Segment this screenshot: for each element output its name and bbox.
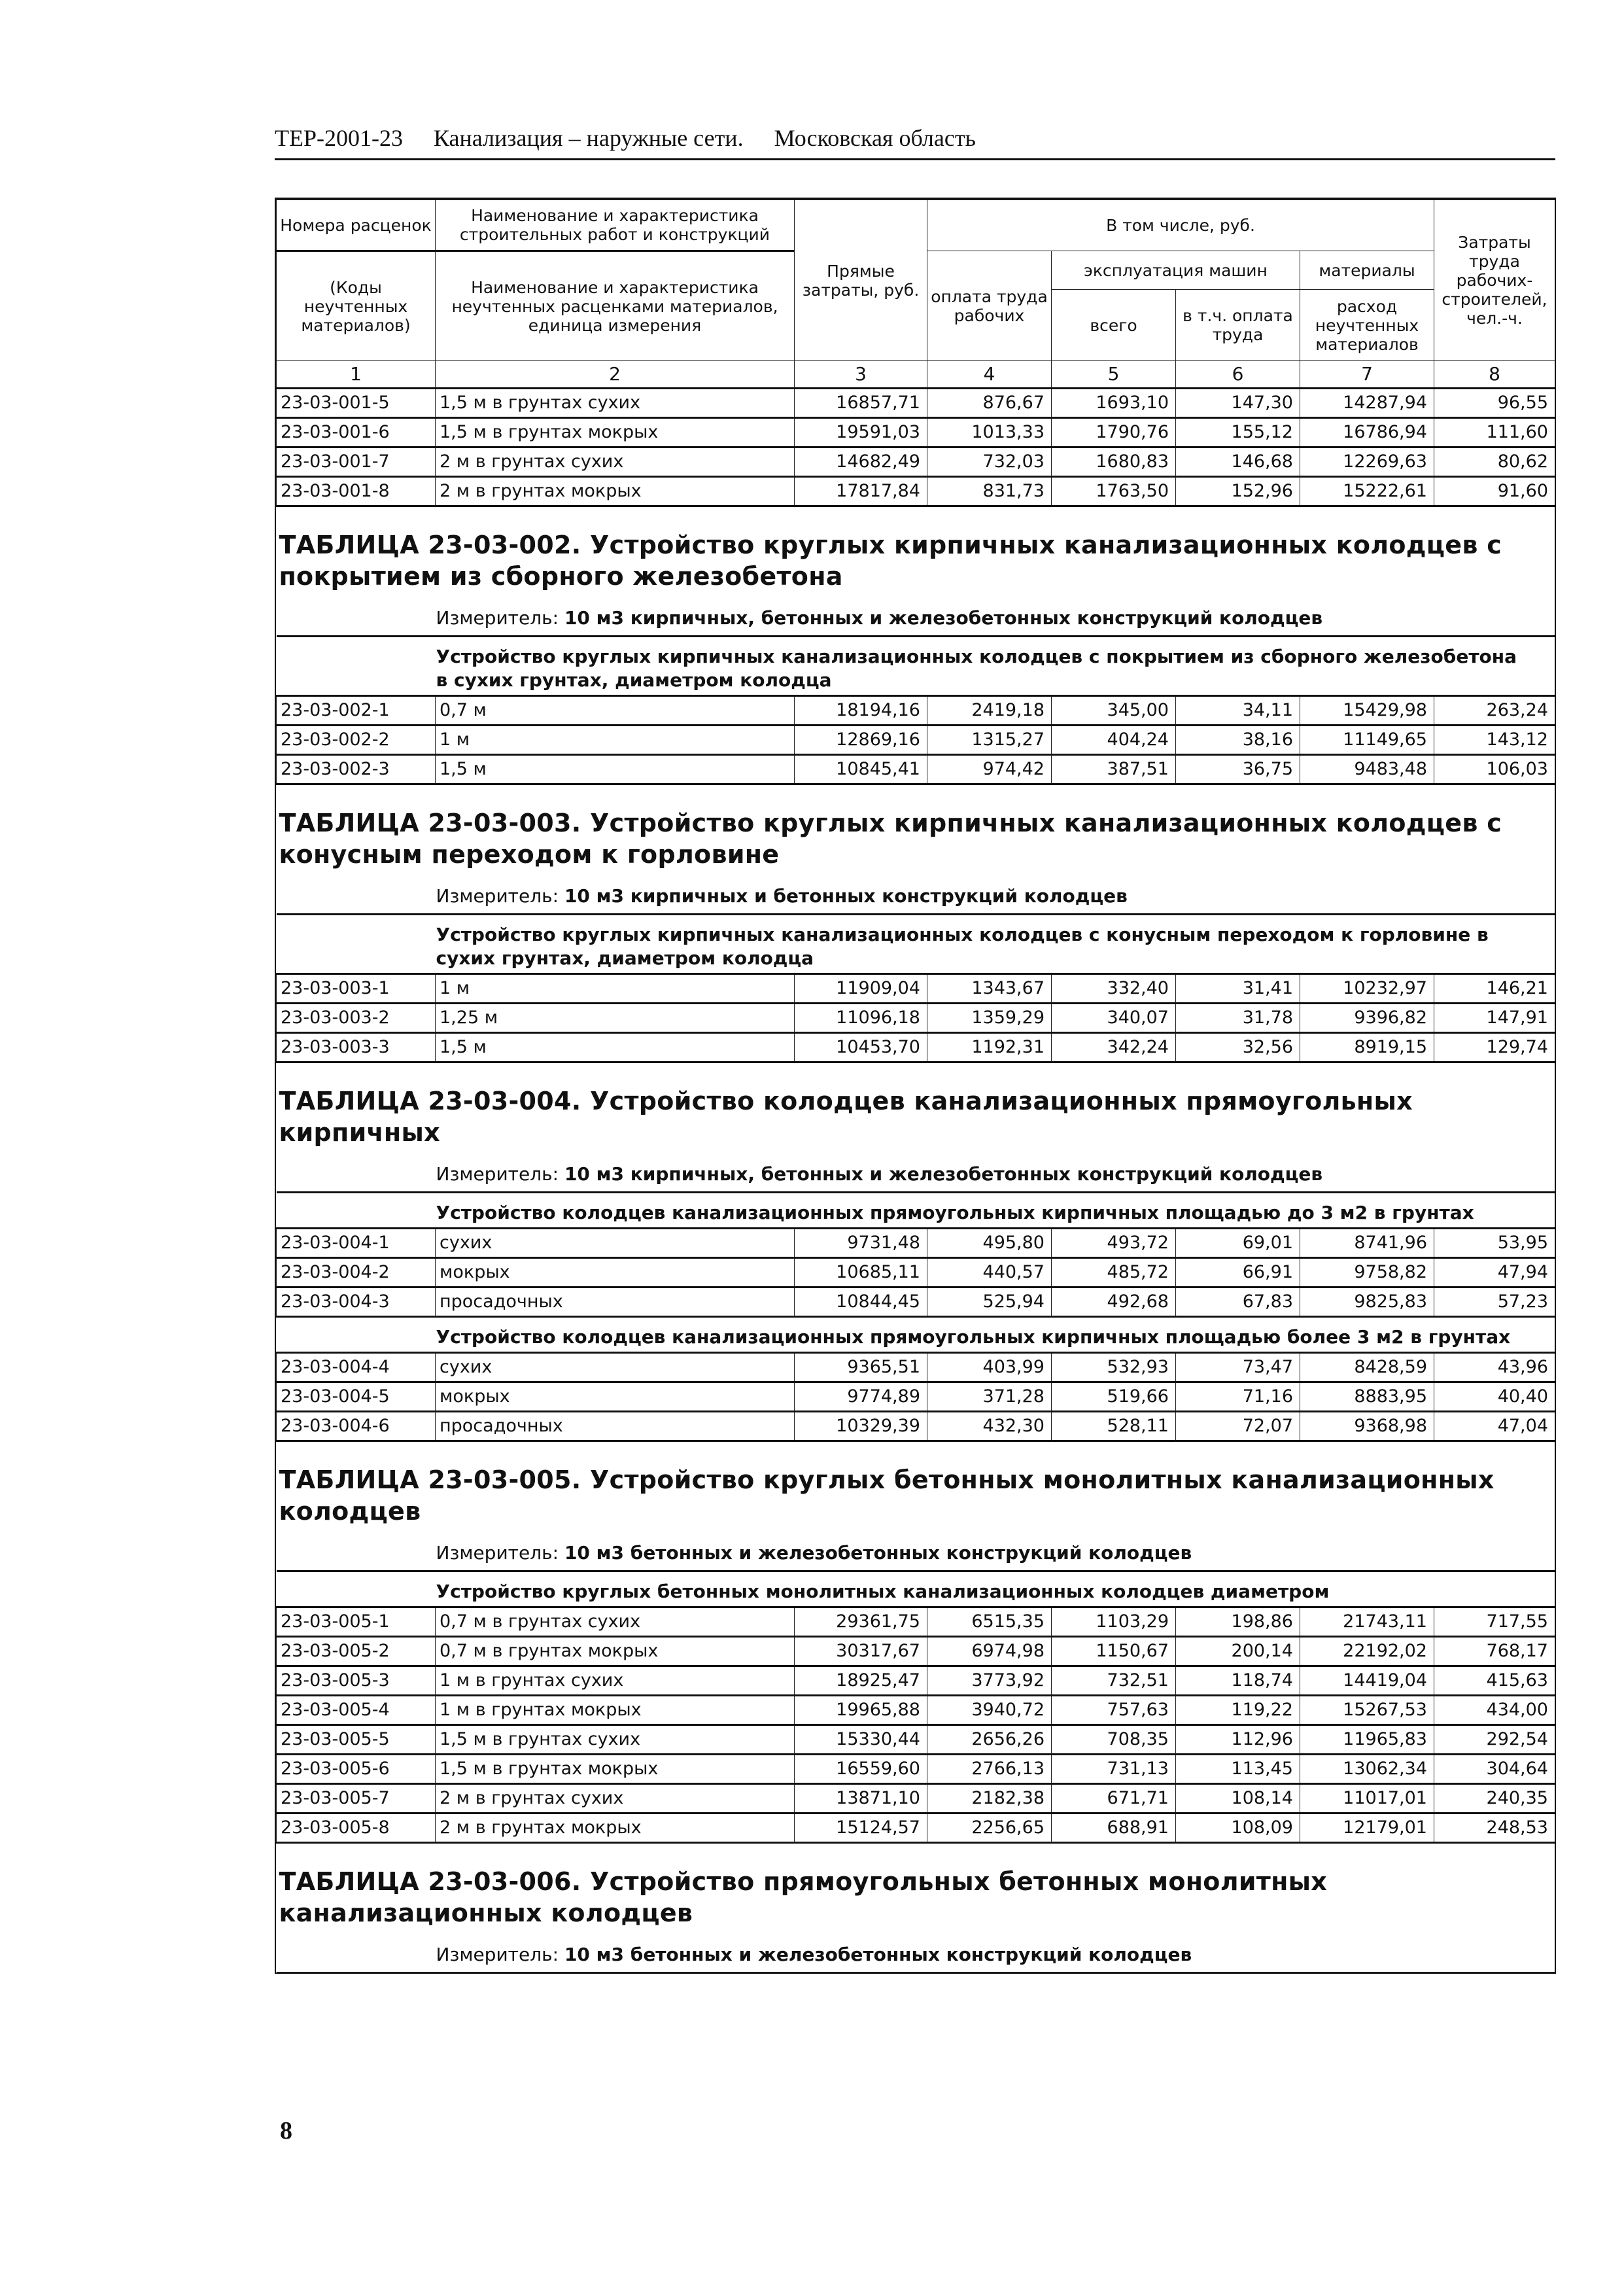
table-row	[277, 1288, 1555, 1317]
group-title-row	[277, 637, 1555, 696]
labor-hours: 57,23	[1434, 1288, 1555, 1317]
machines-labor-pay: 67,83	[1176, 1288, 1300, 1317]
header-col7: расход неучтенных материалов	[1300, 290, 1434, 361]
direct-cost: 10844,45	[795, 1288, 927, 1317]
table-row	[277, 974, 1555, 1004]
rate-code: 23-03-001-8	[277, 477, 436, 506]
meter-value: 10 м3 кирпичных и бетонных конструкций колодцев	[564, 885, 1128, 907]
rate-code: 23-03-005-6	[277, 1755, 436, 1784]
labor-hours: 91,60	[1434, 477, 1555, 506]
direct-cost: 16559,60	[795, 1755, 927, 1784]
machines-total: 708,35	[1052, 1725, 1176, 1755]
machines-labor-pay: 73,47	[1176, 1353, 1300, 1382]
labor-hours: 47,94	[1434, 1258, 1555, 1288]
labor-pay: 2419,18	[927, 696, 1052, 726]
machines-total: 492,68	[1052, 1288, 1176, 1317]
table-body	[277, 389, 1555, 1972]
rate-code: 23-03-005-8	[277, 1813, 436, 1843]
table-row	[277, 418, 1555, 447]
machines-total: 493,72	[1052, 1229, 1176, 1258]
machines-total: 1680,83	[1052, 447, 1176, 477]
direct-cost: 19591,03	[795, 418, 927, 447]
rate-description: 1,25 м	[436, 1004, 795, 1033]
header-machines: эксплуатация машин	[1052, 251, 1300, 290]
direct-cost: 13871,10	[795, 1784, 927, 1813]
header-materials: материалы	[1300, 251, 1434, 290]
direct-cost: 9731,48	[795, 1229, 927, 1258]
page-number: 8	[280, 2117, 292, 2145]
table-meter	[277, 1527, 1555, 1570]
machines-total: 688,91	[1052, 1813, 1176, 1843]
table-row	[277, 1696, 1555, 1725]
rate-description: 2 м в грунтах сухих	[436, 1784, 795, 1813]
rate-description: 2 м в грунтах мокрых	[436, 477, 795, 506]
labor-pay: 732,03	[927, 447, 1052, 477]
machines-labor-pay: 66,91	[1176, 1258, 1300, 1288]
rate-description: 0,7 м в грунтах сухих	[436, 1607, 795, 1637]
direct-cost: 12869,16	[795, 726, 927, 755]
machines-labor-pay: 38,16	[1176, 726, 1300, 755]
machines-labor-pay: 198,86	[1176, 1607, 1300, 1637]
machines-labor-pay: 146,68	[1176, 447, 1300, 477]
materials-cost: 11965,83	[1300, 1725, 1434, 1755]
header-including: В том числе, руб.	[927, 200, 1434, 251]
labor-pay: 2182,38	[927, 1784, 1052, 1813]
page-header	[275, 124, 1555, 160]
table-row	[277, 1353, 1555, 1382]
materials-cost: 8428,59	[1300, 1353, 1434, 1382]
labor-hours: 304,64	[1434, 1755, 1555, 1784]
header-col4: оплата труда рабочих	[927, 251, 1052, 361]
materials-cost: 12269,63	[1300, 447, 1434, 477]
rate-description: просадочных	[436, 1412, 795, 1441]
materials-cost: 9758,82	[1300, 1258, 1434, 1288]
machines-labor-pay: 112,96	[1176, 1725, 1300, 1755]
direct-cost: 9365,51	[795, 1353, 927, 1382]
materials-cost: 11149,65	[1300, 726, 1434, 755]
table-meter	[277, 1148, 1555, 1191]
header-col6: в т.ч. оплата труда	[1176, 290, 1300, 361]
rate-code: 23-03-001-7	[277, 447, 436, 477]
group-title: Устройство круглых кирпичных канализационных колодцев с покрытием из сборного железобетона в сухих грунтах, диаметром колодца	[277, 637, 1555, 696]
document-title: Канализация – наружные сети.	[433, 125, 744, 151]
labor-hours: 717,55	[1434, 1607, 1555, 1637]
direct-cost: 14682,49	[795, 447, 927, 477]
rate-code: 23-03-002-2	[277, 726, 436, 755]
rate-code: 23-03-004-4	[277, 1353, 436, 1382]
labor-hours: 43,96	[1434, 1353, 1555, 1382]
meter-label: Измеритель:	[436, 885, 559, 907]
labor-hours: 248,53	[1434, 1813, 1555, 1843]
labor-pay: 831,73	[927, 477, 1052, 506]
labor-hours: 40,40	[1434, 1382, 1555, 1412]
machines-total: 1763,50	[1052, 477, 1176, 506]
table-row	[277, 1258, 1555, 1288]
rate-description: 1,5 м в грунтах сухих	[436, 1725, 795, 1755]
direct-cost: 18194,16	[795, 696, 927, 726]
rate-description: 1,5 м	[436, 755, 795, 784]
table-row	[277, 1813, 1555, 1843]
labor-pay: 2256,65	[927, 1813, 1052, 1843]
table-header	[277, 200, 1555, 389]
table-section-header	[277, 506, 1555, 637]
labor-hours: 53,95	[1434, 1229, 1555, 1258]
rate-description: 1,5 м в грунтах сухих	[436, 389, 795, 418]
meter-label: Измеритель:	[436, 1944, 559, 1965]
machines-total: 671,71	[1052, 1784, 1176, 1813]
rate-description: 1 м	[436, 974, 795, 1004]
materials-cost: 15222,61	[1300, 477, 1434, 506]
labor-pay: 6974,98	[927, 1637, 1052, 1666]
machines-total: 332,40	[1052, 974, 1176, 1004]
meter-value: 10 м3 бетонных и железобетонных конструкций колодцев	[564, 1944, 1192, 1965]
materials-cost: 12179,01	[1300, 1813, 1434, 1843]
rate-description: 1 м	[436, 726, 795, 755]
direct-cost: 17817,84	[795, 477, 927, 506]
table-title: ТАБЛИЦА 23-03-003. Устройство круглых кирпичных канализационных колодцев с конусным переходом к горловине	[279, 809, 1502, 869]
direct-cost: 10329,39	[795, 1412, 927, 1441]
materials-cost: 14419,04	[1300, 1666, 1434, 1696]
table-meter	[277, 592, 1555, 635]
header-col3: Прямые затраты, руб.	[795, 200, 927, 361]
machines-labor-pay: 155,12	[1176, 418, 1300, 447]
table-title: ТАБЛИЦА 23-03-002. Устройство круглых кирпичных канализационных колодцев с покрытием из сборного железобетона	[279, 531, 1502, 591]
rate-code: 23-03-005-3	[277, 1666, 436, 1696]
table-row	[277, 1755, 1555, 1784]
direct-cost: 16857,71	[795, 389, 927, 418]
machines-total: 732,51	[1052, 1666, 1176, 1696]
rate-code: 23-03-004-2	[277, 1258, 436, 1288]
direct-cost: 9774,89	[795, 1382, 927, 1412]
direct-cost: 19965,88	[795, 1696, 927, 1725]
document-code: ТЕР-2001-23	[275, 125, 403, 151]
group-title: Устройство колодцев канализационных прямоугольных кирпичных площадью более 3 м2 в грунтах	[277, 1317, 1555, 1353]
labor-pay: 2656,26	[927, 1725, 1052, 1755]
rate-code: 23-03-001-6	[277, 418, 436, 447]
table-row	[277, 1229, 1555, 1258]
materials-cost: 13062,34	[1300, 1755, 1434, 1784]
labor-hours: 96,55	[1434, 389, 1555, 418]
group-title: Устройство круглых бетонных монолитных канализационных колодцев диаметром	[277, 1571, 1555, 1607]
meter-value: 10 м3 бетонных и железобетонных конструкций колодцев	[564, 1542, 1192, 1564]
labor-hours: 106,03	[1434, 755, 1555, 784]
labor-pay: 440,57	[927, 1258, 1052, 1288]
labor-pay: 1315,27	[927, 726, 1052, 755]
machines-labor-pay: 32,56	[1176, 1033, 1300, 1062]
price-table	[276, 200, 1555, 1972]
machines-labor-pay: 119,22	[1176, 1696, 1300, 1725]
labor-hours: 240,35	[1434, 1784, 1555, 1813]
column-number: 5	[1052, 361, 1176, 389]
direct-cost: 10845,41	[795, 755, 927, 784]
labor-pay: 974,42	[927, 755, 1052, 784]
table-row	[277, 1607, 1555, 1637]
column-number: 7	[1300, 361, 1434, 389]
direct-cost: 18925,47	[795, 1666, 927, 1696]
table-section-header	[277, 1843, 1555, 1972]
table-row	[277, 477, 1555, 506]
labor-hours: 768,17	[1434, 1637, 1555, 1666]
table-meter	[277, 1929, 1555, 1972]
group-title-row	[277, 1317, 1555, 1353]
machines-labor-pay: 108,14	[1176, 1784, 1300, 1813]
machines-total: 532,93	[1052, 1353, 1176, 1382]
materials-cost: 10232,97	[1300, 974, 1434, 1004]
labor-hours: 143,12	[1434, 726, 1555, 755]
group-title-row	[277, 915, 1555, 974]
materials-cost: 9396,82	[1300, 1004, 1434, 1033]
labor-pay: 403,99	[927, 1353, 1052, 1382]
machines-total: 757,63	[1052, 1696, 1176, 1725]
machines-total: 404,24	[1052, 726, 1176, 755]
rate-code: 23-03-005-4	[277, 1696, 436, 1725]
materials-cost: 21743,11	[1300, 1607, 1434, 1637]
rate-description: 0,7 м в грунтах мокрых	[436, 1637, 795, 1666]
table-row	[277, 1637, 1555, 1666]
direct-cost: 29361,75	[795, 1607, 927, 1637]
column-number: 3	[795, 361, 927, 389]
header-col1-bottom: (Коды неучтенных материалов)	[277, 251, 436, 361]
rate-code: 23-03-003-2	[277, 1004, 436, 1033]
column-numbers-row	[277, 361, 1555, 389]
direct-cost: 10453,70	[795, 1033, 927, 1062]
table-row	[277, 726, 1555, 755]
machines-labor-pay: 31,41	[1176, 974, 1300, 1004]
materials-cost: 8919,15	[1300, 1033, 1434, 1062]
group-title: Устройство круглых кирпичных канализационных колодцев с конусным переходом к горловине в сухих грунтах, диаметром колодца	[277, 915, 1555, 974]
direct-cost: 10685,11	[795, 1258, 927, 1288]
rate-description: мокрых	[436, 1382, 795, 1412]
materials-cost: 15429,98	[1300, 696, 1434, 726]
group-title: Устройство колодцев канализационных прямоугольных кирпичных площадью до 3 м2 в грунтах	[277, 1193, 1555, 1229]
machines-labor-pay: 200,14	[1176, 1637, 1300, 1666]
labor-hours: 111,60	[1434, 418, 1555, 447]
direct-cost: 11909,04	[795, 974, 927, 1004]
rate-code: 23-03-004-3	[277, 1288, 436, 1317]
materials-cost: 22192,02	[1300, 1637, 1434, 1666]
meter-value: 10 м3 кирпичных, бетонных и железобетонных конструкций колодцев	[564, 607, 1323, 629]
table-row	[277, 1412, 1555, 1441]
rate-code: 23-03-005-2	[277, 1637, 436, 1666]
price-table-sheet	[275, 198, 1556, 1974]
labor-hours: 147,91	[1434, 1004, 1555, 1033]
table-title: ТАБЛИЦА 23-03-004. Устройство колодцев канализационных прямоугольных кирпичных	[279, 1087, 1413, 1147]
column-number: 2	[436, 361, 795, 389]
rate-code: 23-03-003-1	[277, 974, 436, 1004]
group-title-row	[277, 1193, 1555, 1229]
machines-total: 1103,29	[1052, 1607, 1176, 1637]
header-col2-top: Наименование и характеристика строительных работ и конструкций	[436, 200, 795, 251]
table-section-header	[277, 1441, 1555, 1571]
machines-total: 731,13	[1052, 1755, 1176, 1784]
labor-pay: 1359,29	[927, 1004, 1052, 1033]
rate-code: 23-03-004-1	[277, 1229, 436, 1258]
labor-pay: 525,94	[927, 1288, 1052, 1317]
labor-hours: 129,74	[1434, 1033, 1555, 1062]
rate-code: 23-03-003-3	[277, 1033, 436, 1062]
labor-pay: 1192,31	[927, 1033, 1052, 1062]
labor-pay: 3940,72	[927, 1696, 1052, 1725]
machines-labor-pay: 147,30	[1176, 389, 1300, 418]
direct-cost: 15330,44	[795, 1725, 927, 1755]
rate-description: 2 м в грунтах сухих	[436, 447, 795, 477]
machines-labor-pay: 113,45	[1176, 1755, 1300, 1784]
rate-code: 23-03-004-5	[277, 1382, 436, 1412]
labor-hours: 80,62	[1434, 447, 1555, 477]
labor-pay: 3773,92	[927, 1666, 1052, 1696]
rate-description: сухих	[436, 1229, 795, 1258]
labor-pay: 1343,67	[927, 974, 1052, 1004]
table-row	[277, 1784, 1555, 1813]
table-section-header	[277, 784, 1555, 915]
direct-cost: 11096,18	[795, 1004, 927, 1033]
labor-hours: 434,00	[1434, 1696, 1555, 1725]
rate-description: 0,7 м	[436, 696, 795, 726]
machines-total: 528,11	[1052, 1412, 1176, 1441]
rate-code: 23-03-002-3	[277, 755, 436, 784]
table-row	[277, 755, 1555, 784]
header-col1-top: Номера расценок	[277, 200, 436, 251]
machines-total: 519,66	[1052, 1382, 1176, 1412]
materials-cost: 8741,96	[1300, 1229, 1434, 1258]
rate-code: 23-03-002-1	[277, 696, 436, 726]
machines-total: 485,72	[1052, 1258, 1176, 1288]
labor-pay: 876,67	[927, 389, 1052, 418]
labor-pay: 432,30	[927, 1412, 1052, 1441]
rate-description: 2 м в грунтах мокрых	[436, 1813, 795, 1843]
machines-labor-pay: 71,16	[1176, 1382, 1300, 1412]
direct-cost: 15124,57	[795, 1813, 927, 1843]
rate-description: просадочных	[436, 1288, 795, 1317]
table-meter	[277, 870, 1555, 913]
labor-pay: 1013,33	[927, 418, 1052, 447]
table-row	[277, 389, 1555, 418]
rate-description: 1,5 м в грунтах мокрых	[436, 1755, 795, 1784]
table-row	[277, 1004, 1555, 1033]
machines-labor-pay: 108,09	[1176, 1813, 1300, 1843]
meter-label: Измеритель:	[436, 607, 559, 629]
table-title: ТАБЛИЦА 23-03-005. Устройство круглых бетонных монолитных канализационных колодцев	[279, 1465, 1494, 1526]
meter-label: Измеритель:	[436, 1542, 559, 1564]
meter-label: Измеритель:	[436, 1163, 559, 1185]
table-row	[277, 1033, 1555, 1062]
header-col2-bottom: Наименование и характеристика неучтенных расценками материалов, единица измерения	[436, 251, 795, 361]
machines-labor-pay: 72,07	[1176, 1412, 1300, 1441]
labor-pay: 6515,35	[927, 1607, 1052, 1637]
rate-code: 23-03-005-5	[277, 1725, 436, 1755]
table-row	[277, 1725, 1555, 1755]
rate-code: 23-03-005-7	[277, 1784, 436, 1813]
table-row	[277, 447, 1555, 477]
column-number: 8	[1434, 361, 1555, 389]
machines-labor-pay: 152,96	[1176, 477, 1300, 506]
table-row	[277, 696, 1555, 726]
header-col5: всего	[1052, 290, 1176, 361]
group-title-row	[277, 1571, 1555, 1607]
machines-total: 342,24	[1052, 1033, 1176, 1062]
materials-cost: 8883,95	[1300, 1382, 1434, 1412]
table-row	[277, 1666, 1555, 1696]
column-number: 4	[927, 361, 1052, 389]
labor-pay: 371,28	[927, 1382, 1052, 1412]
materials-cost: 15267,53	[1300, 1696, 1434, 1725]
machines-labor-pay: 118,74	[1176, 1666, 1300, 1696]
labor-hours: 415,63	[1434, 1666, 1555, 1696]
machines-total: 1693,10	[1052, 389, 1176, 418]
machines-total: 340,07	[1052, 1004, 1176, 1033]
machines-labor-pay: 31,78	[1176, 1004, 1300, 1033]
labor-hours: 292,54	[1434, 1725, 1555, 1755]
labor-pay: 495,80	[927, 1229, 1052, 1258]
rate-code: 23-03-001-5	[277, 389, 436, 418]
document-region: Московская область	[774, 125, 976, 151]
rate-code: 23-03-005-1	[277, 1607, 436, 1637]
labor-pay: 2766,13	[927, 1755, 1052, 1784]
meter-value: 10 м3 кирпичных, бетонных и железобетонных конструкций колодцев	[564, 1163, 1323, 1185]
materials-cost: 9825,83	[1300, 1288, 1434, 1317]
machines-total: 387,51	[1052, 755, 1176, 784]
labor-hours: 146,21	[1434, 974, 1555, 1004]
machines-total: 1790,76	[1052, 418, 1176, 447]
machines-total: 345,00	[1052, 696, 1176, 726]
rate-description: сухих	[436, 1353, 795, 1382]
header-col8: Затраты труда рабочих-строителей, чел.-ч.	[1434, 200, 1555, 361]
materials-cost: 16786,94	[1300, 418, 1434, 447]
table-section-header	[277, 1062, 1555, 1193]
rate-description: 1 м в грунтах мокрых	[436, 1696, 795, 1725]
rate-code: 23-03-004-6	[277, 1412, 436, 1441]
materials-cost: 9483,48	[1300, 755, 1434, 784]
column-number: 1	[277, 361, 436, 389]
rate-description: мокрых	[436, 1258, 795, 1288]
rate-description: 1,5 м в грунтах мокрых	[436, 418, 795, 447]
materials-cost: 11017,01	[1300, 1784, 1434, 1813]
rate-description: 1,5 м	[436, 1033, 795, 1062]
direct-cost: 30317,67	[795, 1637, 927, 1666]
machines-labor-pay: 69,01	[1176, 1229, 1300, 1258]
materials-cost: 9368,98	[1300, 1412, 1434, 1441]
column-number: 6	[1176, 361, 1300, 389]
rate-description: 1 м в грунтах сухих	[436, 1666, 795, 1696]
labor-hours: 47,04	[1434, 1412, 1555, 1441]
labor-hours: 263,24	[1434, 696, 1555, 726]
machines-total: 1150,67	[1052, 1637, 1176, 1666]
machines-labor-pay: 36,75	[1176, 755, 1300, 784]
table-row	[277, 1382, 1555, 1412]
materials-cost: 14287,94	[1300, 389, 1434, 418]
table-title: ТАБЛИЦА 23-03-006. Устройство прямоугольных бетонных монолитных канализационных колодцев	[279, 1867, 1328, 1927]
machines-labor-pay: 34,11	[1176, 696, 1300, 726]
